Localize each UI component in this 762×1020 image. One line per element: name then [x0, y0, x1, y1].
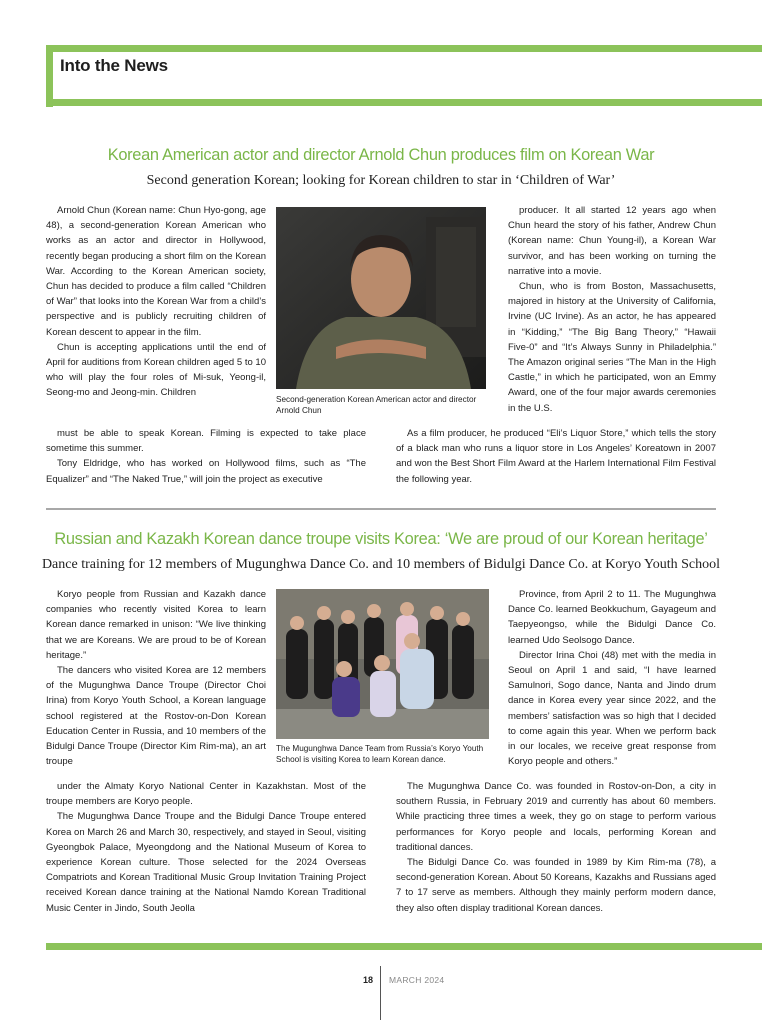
paragraph: The Mugunghwa Dance Troupe and the Bidulgi Dance Troupe entered Korea on March 26 and March 30, respectively, and stayed in Seoul, visiting Gyeongbok Palace, Myeongdong and the National Museum of Korea to experience Korean culture. Those selected for the 2024 Overseas Compatriots and Korean Traditional Music Group Invitation Training Project received Korean dance training at the National Namdo Korean Traditional Music Center in Jindo, South Jeolla: [46, 811, 366, 914]
article1-bottom-right: [396, 426, 716, 487]
group-caption: The Mugunghwa Dance Team from Russia’s Koryo Youth School is visiting Korea to learn Korean dance.: [276, 744, 484, 764]
issue-date: MARCH 2024: [389, 975, 445, 985]
paragraph: Province, from April 2 to 11. The Mugunghwa Dance Co. learned Beokkuchum, Gayageum and Taepyeongso, while the Bidulgi Dance Co. learned Udo Seolsogo Dance.: [508, 589, 716, 646]
paragraph: must be able to speak Korean. Filming is expected to take place sometime this summer.: [46, 428, 366, 455]
paragraph: The Bidulgi Dance Co. was founded in 1989 by Kim Rim-ma (78), a second-generation Korean. About 50 Koreans, Kazakhs and Russians aged 7 to 17 serve as members. Although they mainly perform modern dance, they also often display traditional Korean dances.: [396, 857, 716, 914]
header-top-bar: [46, 45, 762, 52]
paragraph: Chun is accepting applications until the end of April for auditions from Korean children aged 5 to 10 who will play the four roles of Mi-suk, Yeong-il, Seong-mo and Jeong-min. Children: [46, 341, 266, 399]
footer-separator: [380, 966, 381, 1020]
paragraph: The dancers who visited Korea are 12 members of the Mugunghwa Dance Troupe (Director Choi Irina) from Koryo Youth School, a Korean language school registered at the Rostov-on-Don Korean Education Center in Russia, and 10 members of the Bidulgi Dance Troupe (Director Kim Rim-ma), an art troupe: [46, 665, 266, 768]
article2-bottom-left: [46, 779, 366, 916]
article1-col3: [508, 203, 716, 416]
article2-title: Russian and Kazakh Korean dance troupe visits Korea: ‘We are proud of our Korean heritage’: [54, 530, 708, 548]
paragraph: under the Almaty Koryo National Center in Kazakhstan. Most of the troupe members are Koryo people.: [46, 781, 366, 808]
paragraph: Chun, who is from Boston, Massachusetts, majored in history at the University of California, Irvine (UC Irvine). As an actor, he has appeared in “Kidding,” “The Big Bang Theory,” “Hawaii Five-0” and “It’s Always Sunny in Philadelphia.” The Amazon original series “The Man in the High Castle,” in which he participated, won an Emmy Award, one of the four major awards ceremonies in the U.S.: [508, 281, 716, 414]
paragraph: Koryo people from Russian and Kazakh dance companies who recently visited Korea to learn Korean dance remarked in unison: “We live thinking that we are Koreans. We are proud to be of Korean heritage.”: [46, 589, 266, 661]
article1-col1: [46, 203, 266, 401]
article2-subtitle: Dance training for 12 members of Mugunghwa Dance Co. and 10 members of Bidulgi Dance Co. at Koryo Youth School: [41, 557, 721, 572]
footer-bar: [46, 943, 762, 950]
article2-col3: [508, 587, 716, 769]
paragraph: Director Irina Choi (48) met with the media in Seoul on April 1 and said, “I have learned Samulnori, Sogo dance, Nanta and Jindo drum dance in Korea every year since 2022, and the members’ satisfaction was so high that I decided to come again this year. When we perform back in our locales, we receive great response from Koryo people and others.”: [508, 649, 716, 768]
article2-bottom-right: [396, 779, 716, 916]
paragraph: The Mugunghwa Dance Co. was founded in Rostov-on-Don, a city in southern Russia, in February 2019 and currently has about 60 members. While practicing three times a week, they go on stage to perform various performances for Koryo people and locals, performing Korean and traditional dances.: [396, 781, 716, 853]
header-left-bar: [46, 45, 53, 107]
paragraph: Arnold Chun (Korean name: Chun Hyo-gong, age 48), a second-generation Korean American who works as an actor and director in Hollywood, recently began producing a short film on the Korean War. According to the Korean American society, Chun has decided to produce a film called “Children of War” that looks into the Korean War from a child’s perspective and is publicly recruiting children of Korean descent to appear in the film.: [46, 205, 266, 338]
portrait-photo: [276, 207, 486, 389]
paragraph: producer. It all started 12 years ago when Chun heard the story of his father, Andrew Chun (Korean name: Chun Young-il), a Korean War survivor, and has been working on turning the narrative into a movie.: [508, 205, 716, 277]
paragraph: Tony Eldridge, who has worked on Hollywood films, such as “The Equalizer” and “The Naked True,” will join the project as executive: [46, 458, 366, 485]
page-number: 18: [362, 975, 373, 985]
article1-subtitle: Second generation Korean; looking for Korean children to star in ‘Children of War’: [146, 173, 616, 188]
section-title: Into the News: [60, 56, 168, 75]
group-photo: [276, 589, 489, 739]
article1-bottom-left: [46, 426, 366, 487]
article1-title: Korean American actor and director Arnold Chun produces film on Korean War: [107, 146, 655, 164]
article2-col1: [46, 587, 266, 769]
header-bottom-bar: [46, 99, 762, 106]
paragraph: As a film producer, he produced “Eli’s Liquor Store,” which tells the story of a black man who runs a liquor store in Los Angeles’ Koreatown in 2007 and won the Best Short Film Award at the Harlem International Film Festival the following year.: [396, 428, 716, 485]
portrait-caption: Second-generation Korean American actor and director Arnold Chun: [276, 395, 477, 415]
article-divider: [46, 508, 716, 510]
